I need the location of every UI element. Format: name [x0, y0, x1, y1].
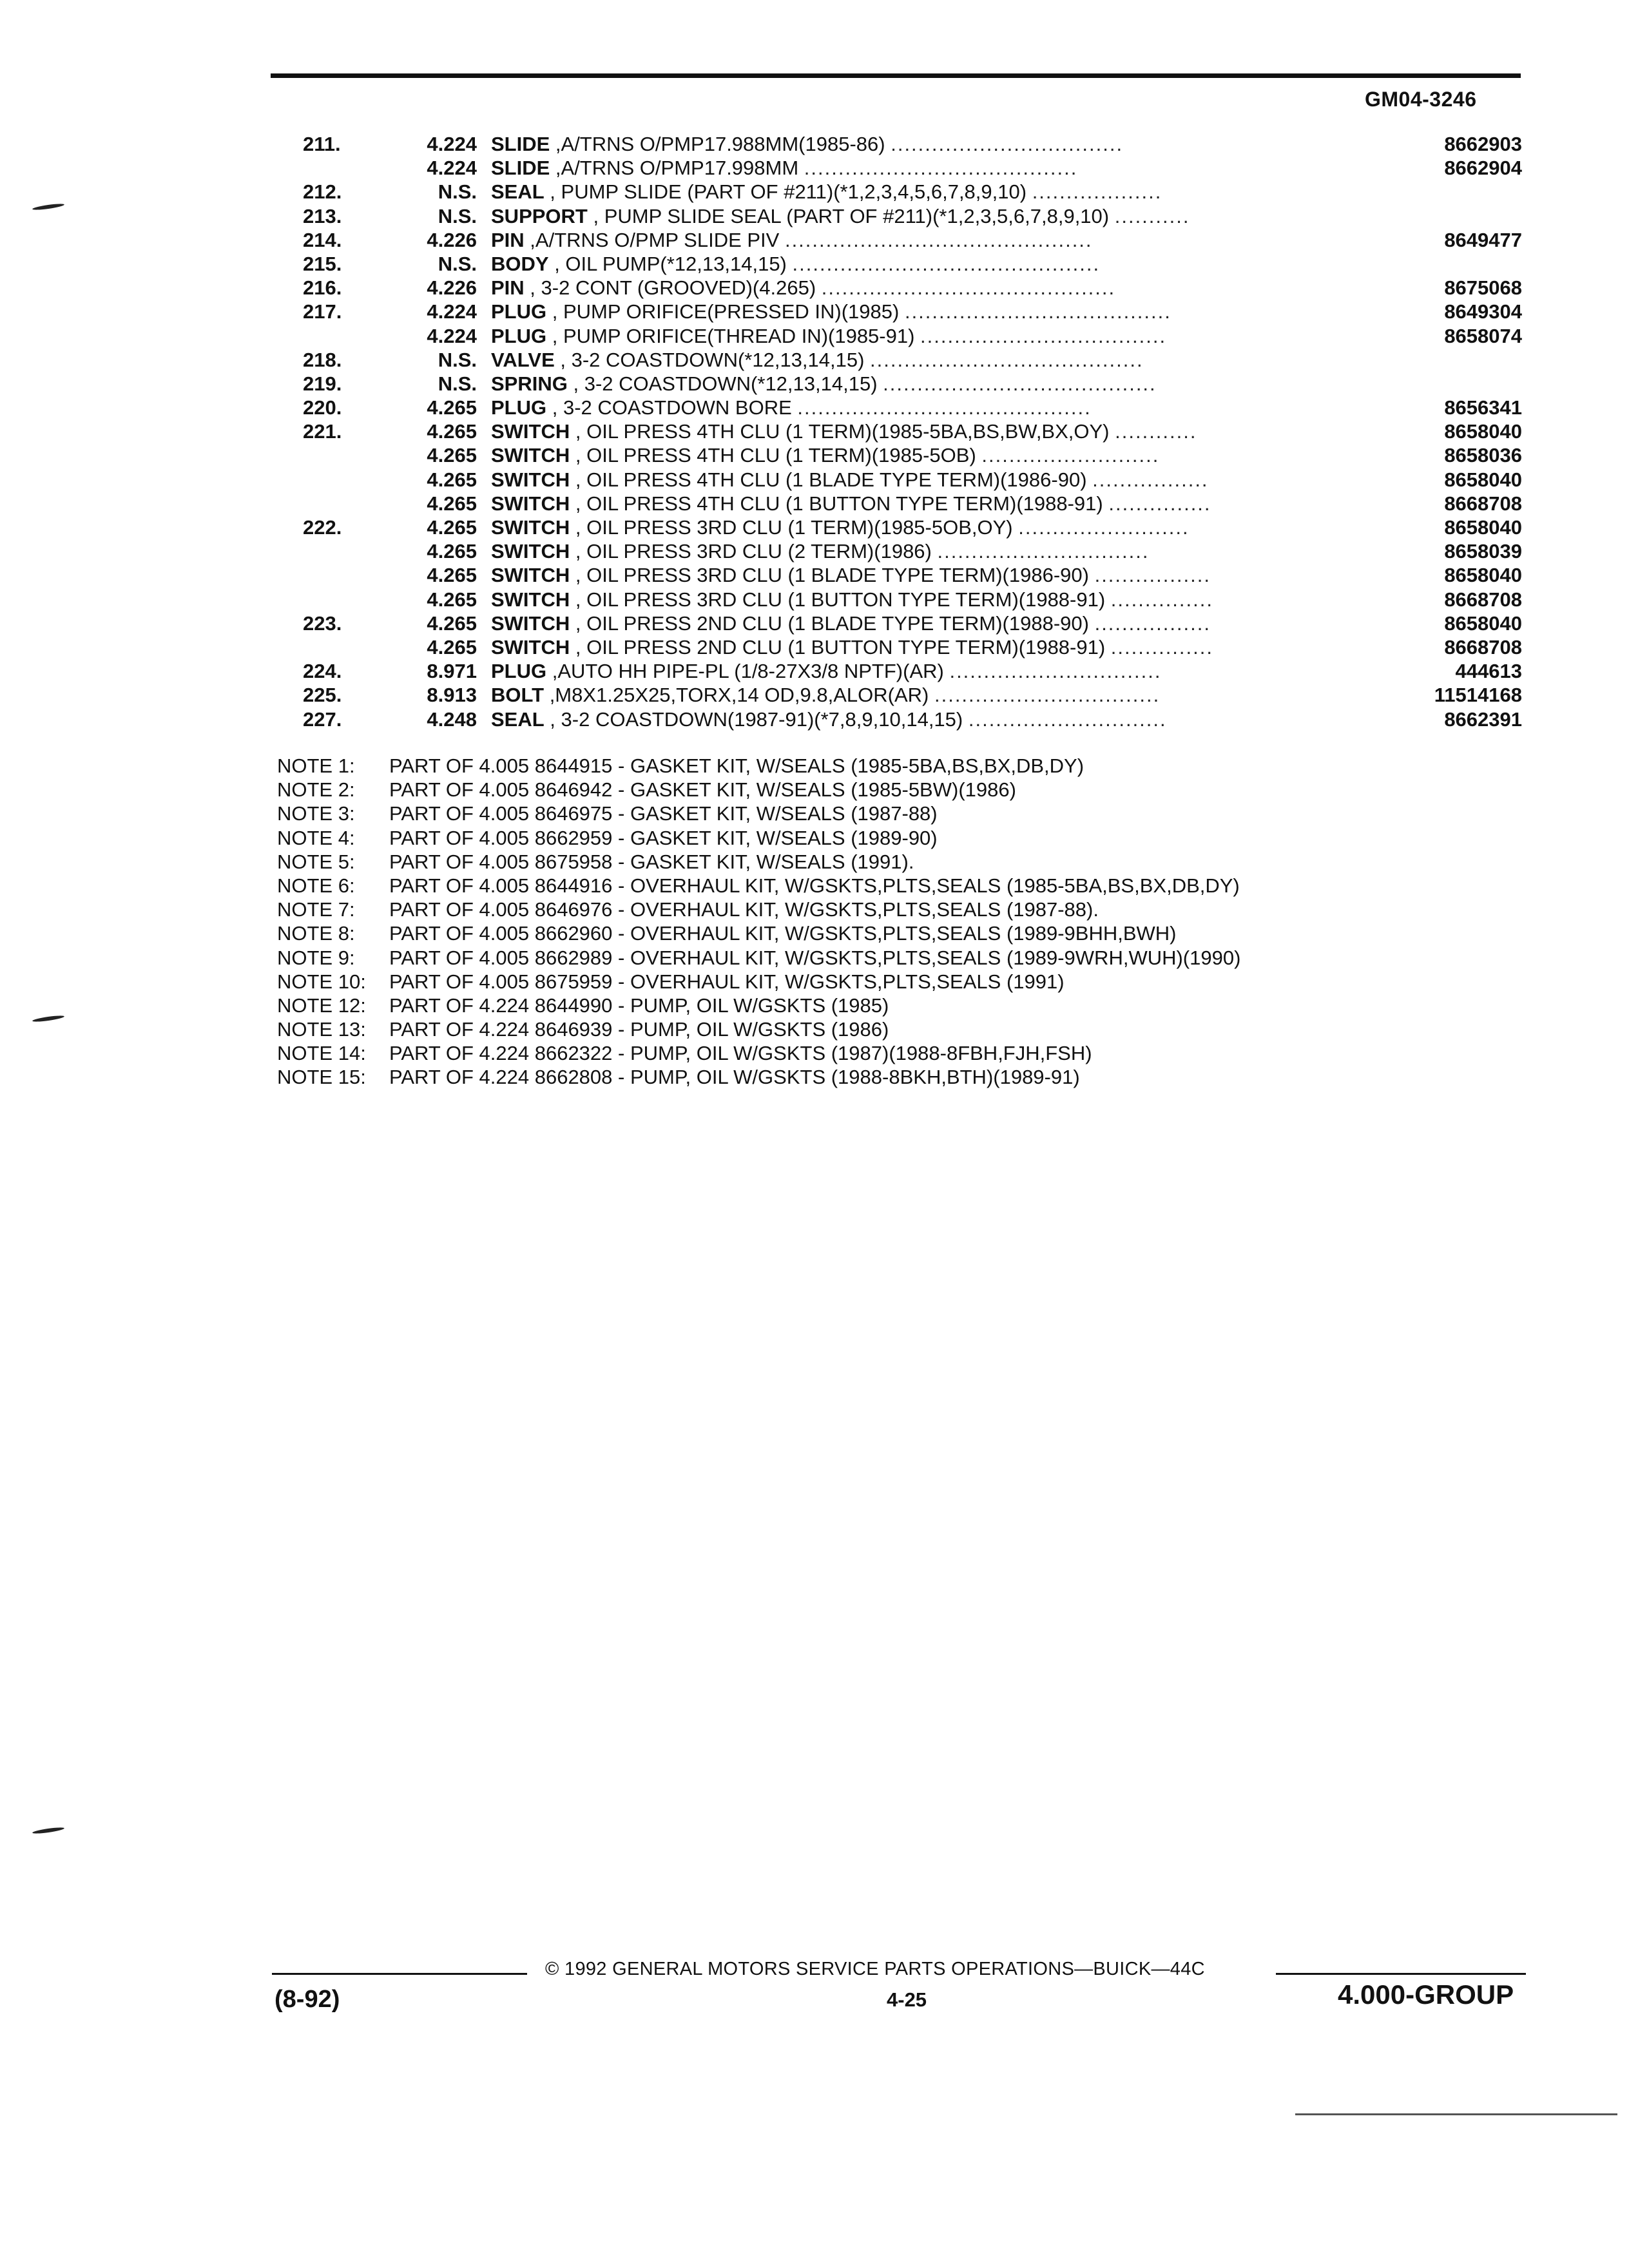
leader-dots: ..................................	[891, 133, 1124, 155]
note-row	[277, 754, 1501, 778]
group-number: N.S.	[438, 180, 477, 204]
note-label: NOTE 10:	[277, 970, 366, 993]
leader-dots: .............................................	[784, 228, 1093, 251]
note-row	[277, 874, 1501, 898]
part-description	[491, 468, 1393, 492]
part-detail: , OIL PRESS 4TH CLU (1 TERM)(1985-5BA,BS,BW,BX,OY)	[570, 420, 1115, 443]
part-detail: , OIL PRESS 4TH CLU (1 BUTTON TYPE TERM)(1988-91)	[570, 492, 1109, 515]
group-number: 4.224	[427, 157, 477, 180]
part-description	[491, 659, 1393, 683]
footer-page-number: 4-25	[887, 1988, 927, 2011]
part-row	[0, 372, 1629, 396]
note-row	[277, 970, 1501, 994]
part-detail: ,A/TRNS O/PMP SLIDE PIV	[524, 228, 785, 251]
scan-line	[1295, 2113, 1617, 2115]
part-detail: , OIL PUMP(*12,13,14,15)	[548, 252, 793, 275]
part-name: PIN	[491, 228, 525, 251]
part-description	[491, 588, 1393, 611]
part-number: 8658040	[1444, 611, 1522, 635]
part-detail: ,A/TRNS O/PMP17.998MM	[550, 157, 804, 180]
part-name: PLUG	[491, 396, 547, 419]
part-row	[0, 635, 1629, 659]
part-name: SWITCH	[491, 540, 570, 563]
leader-dots: ..........................	[981, 444, 1160, 467]
leader-dots: ........................................	[804, 157, 1078, 180]
part-row	[0, 707, 1629, 731]
part-detail: , PUMP ORIFICE(PRESSED IN)(1985)	[546, 300, 905, 323]
item-number: 213.	[303, 204, 342, 227]
part-number: 444613	[1455, 660, 1522, 683]
note-row	[277, 994, 1501, 1017]
note-label: NOTE 5:	[277, 850, 355, 873]
note-row	[277, 826, 1501, 850]
note-row	[277, 778, 1501, 802]
note-text: PART OF 4.005 8646975 - GASKET KIT, W/SEALS (1987-88)	[389, 802, 938, 825]
item-number: 224.	[303, 660, 342, 683]
part-number: 8668708	[1444, 588, 1522, 611]
note-row	[277, 802, 1501, 825]
leader-dots: ...............	[1108, 492, 1211, 515]
part-description	[491, 396, 1393, 419]
group-number: 4.265	[427, 444, 477, 467]
leader-dots: .......................................	[904, 300, 1171, 323]
part-row	[0, 132, 1629, 156]
group-number: 4.265	[427, 564, 477, 587]
note-text: PART OF 4.224 8662322 - PUMP, OIL W/GSKTS (1987)(1988-8FBH,FJH,FSH)	[389, 1042, 1092, 1065]
part-row	[0, 492, 1629, 515]
item-number: 221.	[303, 420, 342, 443]
leader-dots: ...............	[1110, 588, 1213, 611]
leader-dots: ............	[1115, 420, 1197, 443]
part-row	[0, 300, 1629, 323]
part-row	[0, 683, 1629, 707]
part-row	[0, 204, 1629, 228]
group-number: 4.265	[427, 468, 477, 491]
part-description	[491, 156, 1393, 180]
leader-dots: ........................................	[883, 372, 1157, 395]
leader-dots: ........................................	[870, 348, 1144, 371]
part-name: PLUG	[491, 660, 547, 683]
part-number: 8649477	[1444, 228, 1522, 251]
part-detail: , PUMP SLIDE SEAL (PART OF #211)(*1,2,3,5,6,7,8,9,10)	[587, 204, 1115, 227]
part-description	[491, 539, 1393, 563]
part-detail: , 3-2 COASTDOWN(*12,13,14,15)	[554, 348, 871, 371]
part-detail: , 3-2 COASTDOWN(1987-91)(*7,8,9,10,14,15)	[544, 707, 969, 731]
leader-dots: ...........	[1114, 204, 1190, 227]
note-row	[277, 850, 1501, 874]
item-number: 214.	[303, 228, 342, 251]
part-detail: , OIL PRESS 4TH CLU (1 BLADE TYPE TERM)(1986-90)	[570, 468, 1093, 491]
note-row	[277, 1065, 1501, 1089]
part-detail: , OIL PRESS 3RD CLU (1 BUTTON TYPE TERM)(1988-91)	[570, 588, 1111, 611]
part-detail: , OIL PRESS 4TH CLU (1 TERM)(1985-5OB)	[570, 444, 982, 467]
part-row	[0, 348, 1629, 372]
group-number: N.S.	[438, 204, 477, 227]
leader-dots: .................	[1094, 611, 1211, 635]
punch-mark	[32, 1827, 64, 1835]
part-description	[491, 180, 1393, 204]
item-number: 225.	[303, 684, 342, 707]
leader-dots: .........................	[1018, 516, 1190, 539]
part-description	[491, 324, 1393, 348]
group-number: N.S.	[438, 252, 477, 275]
part-detail: ,M8X1.25X25,TORX,14 OD,9.8,ALOR(AR)	[544, 684, 934, 707]
item-number: 222.	[303, 516, 342, 539]
note-text: PART OF 4.005 8662989 - OVERHAUL KIT, W/GSKTS,PLTS,SEALS (1989-9WRH,WUH)(1990)	[389, 946, 1241, 969]
part-description	[491, 372, 1393, 396]
part-row	[0, 156, 1629, 180]
note-text: PART OF 4.005 8675958 - GASKET KIT, W/SEALS (1991).	[389, 850, 914, 873]
part-detail: , 3-2 COASTDOWN(*12,13,14,15)	[567, 372, 883, 395]
group-number: 4.265	[427, 635, 477, 658]
part-number: 8662391	[1444, 707, 1522, 731]
part-name: SWITCH	[491, 635, 570, 658]
item-number: 217.	[303, 300, 342, 323]
item-number: 216.	[303, 276, 342, 300]
note-label: NOTE 12:	[277, 994, 366, 1017]
part-description	[491, 276, 1393, 300]
part-row	[0, 228, 1629, 252]
part-number: 11514168	[1434, 684, 1522, 707]
group-number: 4.265	[427, 492, 477, 515]
group-number: 4.265	[427, 396, 477, 419]
part-detail: , OIL PRESS 3RD CLU (1 BLADE TYPE TERM)(1986-90)	[570, 564, 1095, 587]
part-detail: , PUMP SLIDE (PART OF #211)(*1,2,3,4,5,6,7,8,9,10)	[544, 180, 1032, 204]
group-number: 4.224	[427, 324, 477, 347]
part-row	[0, 252, 1629, 276]
group-number: 4.224	[427, 133, 477, 155]
part-name: BODY	[491, 252, 549, 275]
part-description	[491, 300, 1393, 323]
part-description	[491, 252, 1393, 276]
part-row	[0, 396, 1629, 419]
item-number: 218.	[303, 348, 342, 371]
note-row	[277, 898, 1501, 921]
leader-dots: .............................	[968, 707, 1167, 731]
note-label: NOTE 13:	[277, 1018, 366, 1041]
group-number: 4.226	[427, 228, 477, 251]
leader-dots: ....................................	[920, 324, 1167, 347]
item-number: 219.	[303, 372, 342, 395]
part-description	[491, 515, 1393, 539]
item-number: 212.	[303, 180, 342, 204]
part-number: 8649304	[1444, 300, 1522, 323]
footer-rule-left	[272, 1973, 527, 1975]
part-number: 8658040	[1444, 468, 1522, 491]
note-label: NOTE 2:	[277, 778, 355, 802]
part-row	[0, 563, 1629, 587]
note-text: PART OF 4.224 8646939 - PUMP, OIL W/GSKTS (1986)	[389, 1018, 889, 1041]
parts-list	[0, 132, 1629, 731]
group-number: 4.265	[427, 516, 477, 539]
leader-dots: ...............	[1110, 635, 1213, 658]
note-text: PART OF 4.005 8644915 - GASKET KIT, W/SEALS (1985-5BA,BS,BX,DB,DY)	[389, 754, 1084, 777]
part-number: 8675068	[1444, 276, 1522, 300]
part-description	[491, 492, 1393, 515]
note-row	[277, 1017, 1501, 1041]
note-label: NOTE 1:	[277, 754, 355, 777]
part-description	[491, 683, 1393, 707]
part-row	[0, 324, 1629, 348]
part-number: 8662904	[1444, 157, 1522, 180]
part-number: 8658039	[1444, 540, 1522, 563]
note-label: NOTE 4:	[277, 826, 355, 849]
part-description	[491, 635, 1393, 659]
group-number: 4.265	[427, 611, 477, 635]
leader-dots: ...............................	[937, 540, 1150, 563]
part-description	[491, 419, 1393, 443]
header-rule	[271, 73, 1521, 78]
part-description	[491, 563, 1393, 587]
part-description	[491, 204, 1393, 228]
part-description	[491, 348, 1393, 372]
part-description	[491, 132, 1393, 156]
part-description	[491, 443, 1393, 467]
part-number: 8662903	[1444, 133, 1522, 155]
leader-dots: ...................	[1032, 180, 1162, 204]
part-name: PIN	[491, 276, 525, 300]
note-row	[277, 921, 1501, 945]
part-row	[0, 611, 1629, 635]
part-name: SWITCH	[491, 611, 570, 635]
part-name: SLIDE	[491, 133, 550, 155]
part-detail: , OIL PRESS 3RD CLU (2 TERM)(1986)	[570, 540, 938, 563]
part-number: 8658074	[1444, 324, 1522, 347]
punch-mark	[32, 1015, 64, 1023]
note-text: PART OF 4.005 8646942 - GASKET KIT, W/SEALS (1985-5BW)(1986)	[389, 778, 1016, 802]
note-text: PART OF 4.005 8662960 - OVERHAUL KIT, W/GSKTS,PLTS,SEALS (1989-9BHH,BWH)	[389, 922, 1177, 945]
part-name: SWITCH	[491, 588, 570, 611]
part-number: 8658040	[1444, 564, 1522, 587]
part-name: SWITCH	[491, 468, 570, 491]
part-number: 8658040	[1444, 420, 1522, 443]
note-label: NOTE 7:	[277, 898, 355, 921]
note-text: PART OF 4.224 8662808 - PUMP, OIL W/GSKTS (1988-8BKH,BTH)(1989-91)	[389, 1066, 1080, 1089]
leader-dots: .................	[1094, 564, 1211, 587]
part-name: SWITCH	[491, 444, 570, 467]
part-detail: ,A/TRNS O/PMP17.988MM(1985-86)	[550, 133, 891, 155]
note-text: PART OF 4.224 8644990 - PUMP, OIL W/GSKTS (1985)	[389, 994, 889, 1017]
part-detail: , OIL PRESS 3RD CLU (1 TERM)(1985-5OB,OY)	[570, 516, 1019, 539]
part-row	[0, 539, 1629, 563]
part-name: PLUG	[491, 324, 547, 347]
note-label: NOTE 6:	[277, 874, 355, 897]
part-row	[0, 180, 1629, 204]
leader-dots: ...........................................	[821, 276, 1116, 300]
part-name: SEAL	[491, 707, 545, 731]
part-row	[0, 515, 1629, 539]
part-name: SWITCH	[491, 516, 570, 539]
item-number: 223.	[303, 611, 342, 635]
part-row	[0, 659, 1629, 683]
notes-list	[277, 754, 1501, 1090]
note-label: NOTE 9:	[277, 946, 355, 969]
part-name: SWITCH	[491, 420, 570, 443]
leader-dots: .................................	[934, 684, 1161, 707]
part-detail: ,AUTO HH PIPE-PL (1/8-27X3/8 NPTF)(AR)	[546, 660, 950, 683]
note-label: NOTE 8:	[277, 922, 355, 945]
part-name: SUPPORT	[491, 204, 588, 227]
note-row	[277, 946, 1501, 970]
part-detail: , PUMP ORIFICE(THREAD IN)(1985-91)	[546, 324, 921, 347]
footer-rule-right	[1276, 1973, 1526, 1975]
part-name: SPRING	[491, 372, 568, 395]
part-name: BOLT	[491, 684, 545, 707]
leader-dots: ...........................................	[797, 396, 1092, 419]
note-text: PART OF 4.005 8662959 - GASKET KIT, W/SEALS (1989-90)	[389, 826, 938, 849]
part-description	[491, 228, 1393, 252]
footer-group: 4.000-GROUP	[1338, 1979, 1514, 2010]
part-name: PLUG	[491, 300, 547, 323]
part-detail: , OIL PRESS 2ND CLU (1 BLADE TYPE TERM)(1988-90)	[570, 611, 1095, 635]
part-detail: , 3-2 CONT (GROOVED)(4.265)	[524, 276, 822, 300]
item-number: 211.	[303, 133, 341, 155]
group-number: 4.265	[427, 540, 477, 563]
part-detail: , 3-2 COASTDOWN BORE	[546, 396, 798, 419]
part-row	[0, 276, 1629, 300]
note-label: NOTE 3:	[277, 802, 355, 825]
part-number: 8658036	[1444, 444, 1522, 467]
part-name: SLIDE	[491, 157, 550, 180]
part-number: 8658040	[1444, 516, 1522, 539]
part-number: 8656341	[1444, 396, 1522, 419]
part-name: SWITCH	[491, 564, 570, 587]
leader-dots: ...............................	[949, 660, 1162, 683]
group-number: N.S.	[438, 348, 477, 371]
item-number: 220.	[303, 396, 342, 419]
document-code: GM04-3246	[1365, 88, 1477, 111]
note-text: PART OF 4.005 8675959 - OVERHAUL KIT, W/GSKTS,PLTS,SEALS (1991)	[389, 970, 1065, 993]
part-name: SEAL	[491, 180, 545, 204]
part-number: 8668708	[1444, 492, 1522, 515]
group-number: 8.971	[427, 660, 477, 683]
part-detail: , OIL PRESS 2ND CLU (1 BUTTON TYPE TERM)(1988-91)	[570, 635, 1111, 658]
group-number: 4.265	[427, 588, 477, 611]
leader-dots: .................	[1092, 468, 1209, 491]
part-name: VALVE	[491, 348, 555, 371]
item-number: 227.	[303, 707, 342, 731]
group-number: 4.224	[427, 300, 477, 323]
note-text: PART OF 4.005 8646976 - OVERHAUL KIT, W/GSKTS,PLTS,SEALS (1987-88).	[389, 898, 1099, 921]
note-row	[277, 1041, 1501, 1065]
group-number: N.S.	[438, 372, 477, 395]
part-description	[491, 707, 1393, 731]
group-number: 8.913	[427, 684, 477, 707]
note-label: NOTE 14:	[277, 1042, 366, 1065]
leader-dots: .............................................	[792, 252, 1101, 275]
note-label: NOTE 15:	[277, 1066, 366, 1089]
item-number: 215.	[303, 252, 342, 275]
part-number: 8668708	[1444, 635, 1522, 658]
part-row	[0, 468, 1629, 492]
footer-date: (8-92)	[275, 1986, 340, 2013]
group-number: 4.265	[427, 420, 477, 443]
part-row	[0, 419, 1629, 443]
part-row	[0, 588, 1629, 611]
group-number: 4.226	[427, 276, 477, 300]
footer-copyright: © 1992 GENERAL MOTORS SERVICE PARTS OPERATIONS—BUICK—44C	[545, 1959, 1205, 1979]
note-text: PART OF 4.005 8644916 - OVERHAUL KIT, W/GSKTS,PLTS,SEALS (1985-5BA,BS,BX,DB,DY)	[389, 874, 1240, 897]
part-description	[491, 611, 1393, 635]
part-name: SWITCH	[491, 492, 570, 515]
group-number: 4.248	[427, 707, 477, 731]
part-row	[0, 443, 1629, 467]
